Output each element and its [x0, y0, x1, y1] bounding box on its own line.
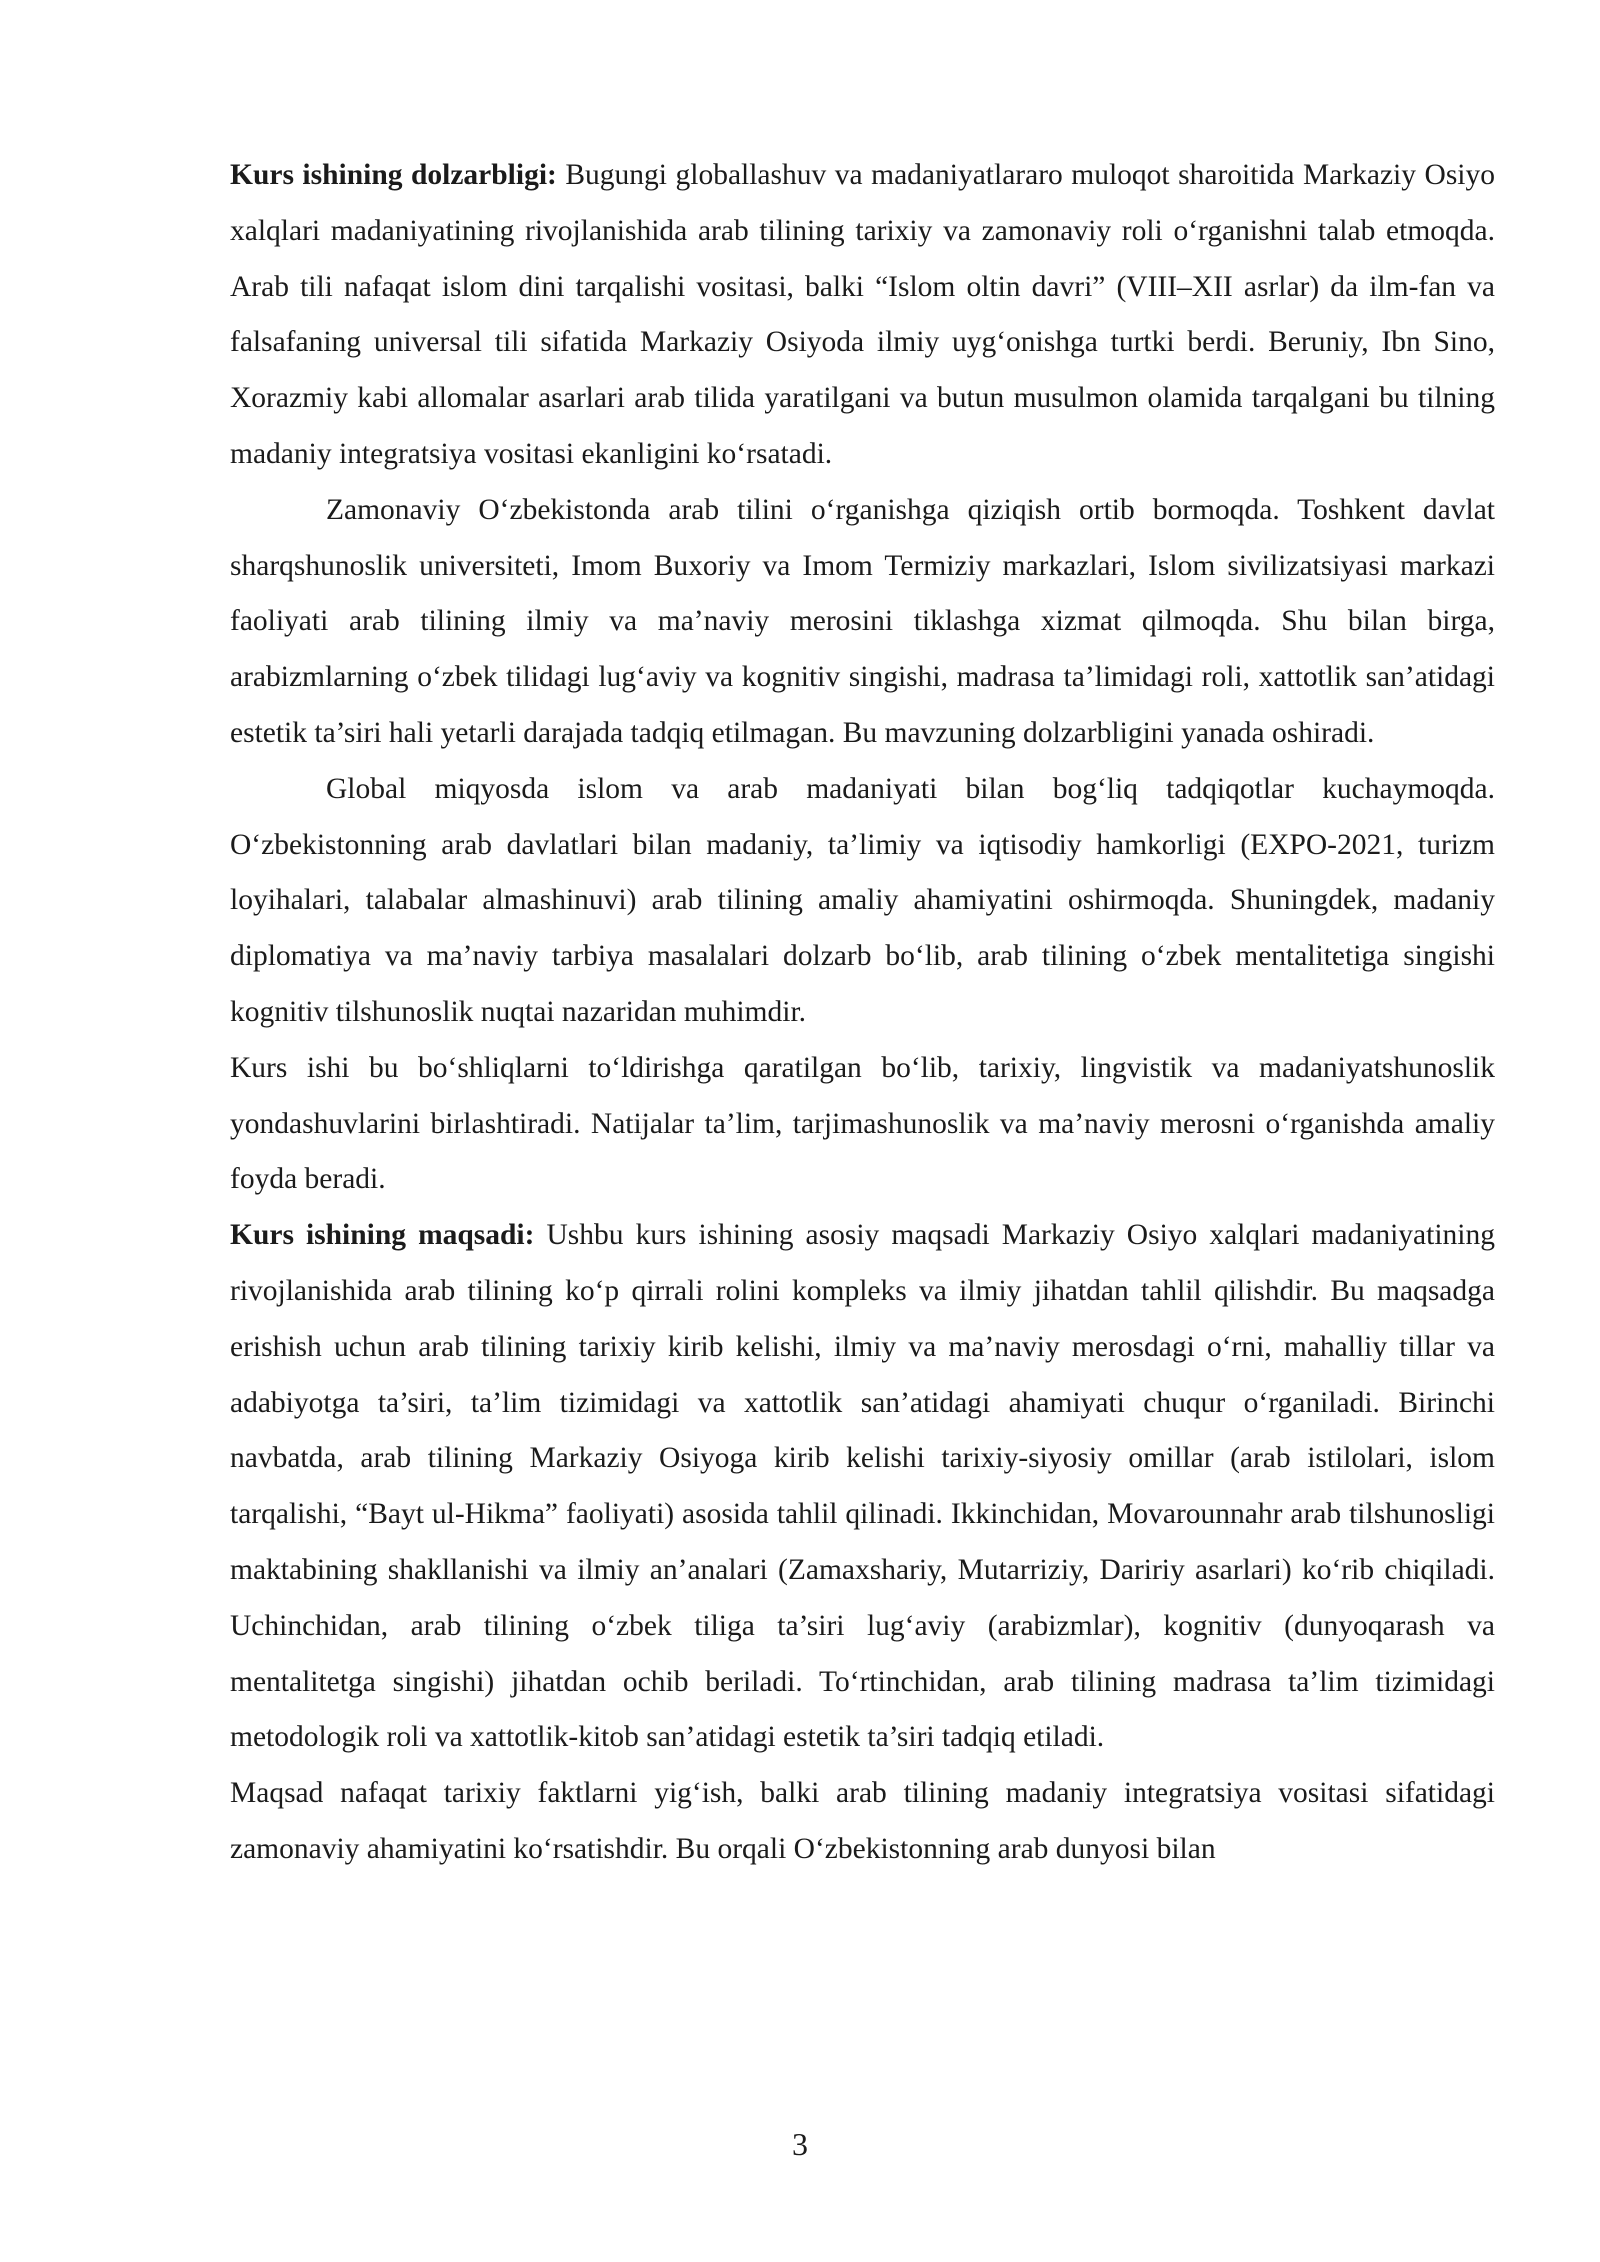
modern-uzbekistan-paragraph: Zamonaviy Oʻzbekistonda arab tilini oʻrganishga qiziqish ortib bormoqda. Toshkent davlat sharqshunoslik universiteti, Imom Buxoriy va Imom Termiziy markazlari, Islom sivilizatsiyasi markazi faoliyati arab tilining ilmiy va ma’naviy merosini tiklashga xizmat qilmoqda. Shu bilan birga, arabizmlarning oʻzbek tilidagi lugʻaviy va kognitiv singishi, madrasa ta’limidagi roli, xattotlik san’atidagi estetik ta’siri hali yetarli darajada tadqiq etilmagan. Bu mavzuning dolzarbligini yanada oshiradi. [230, 493, 1495, 749]
course-work-gaps-paragraph: Kurs ishi bu boʻshliqlarni toʻldirishga qaratilgan boʻlib, tarixiy, lingvistik va madaniyatshunoslik yondashuvlarini birlashtiradi. Natijalar ta’lim, tarjimashunoslik va ma’naviy merosni oʻrganishda amaliy foyda beradi. [230, 1051, 1495, 1196]
goal-continuation-paragraph: Maqsad nafaqat tarixiy faktlarni yigʻish, balki arab tilining madaniy integratsiya vositasi sifatidagi zamonaviy ahamiyatini koʻrsatishdir. Bu orqali Oʻzbekistonning arab dunyosi bilan [230, 1777, 1495, 1865]
relevance-paragraph [230, 148, 1495, 483]
relevance-heading: Kurs ishining dolzarbligi: [230, 159, 557, 191]
page-number: 3 [792, 2126, 808, 2162]
relevance-text: Bugungi globallashuv va madaniyatlararo muloqot sharoitida Markaziy Osiyo xalqlari madaniyatining rivojlanishida arab tilining tarixiy va zamonaviy roli oʻrganishni talab etmoqda. Arab tili nafaqat islom dini tarqalishi vositasi, balki “Islom oltin davri” (VIII–XII asrlar) da ilm-fan va falsafaning universal tili sifatida Markaziy Osiyoda ilmiy uygʻonishga turtki berdi. Beruniy, Ibn Sino, Xorazmiy kabi allomalar asarlari arab tilida yaratilgani va butun musulmon olamida tarqalgani bu tilning madaniy integratsiya vositasi ekanligini koʻrsatadi. [230, 159, 1495, 470]
page-body [230, 148, 1495, 1878]
goal-text: Ushbu kurs ishining asosiy maqsadi Markaziy Osiyo xalqlari madaniyatining rivojlanishida arab tilining koʻp qirrali rolini kompleks va ilmiy jihatdan tahlil qilishdir. Bu maqsadga erishish uchun arab tilining tarixiy kirib kelishi, ilmiy va ma’naviy merosdagi oʻrni, mahalliy tillar va adabiyotga ta’siri, ta’lim tizimidagi va xattotlik san’atidagi ahamiyati chuqur oʻrganiladi. Birinchi navbatda, arab tilining Markaziy Osiyoga kirib kelishi tarixiy-siyosiy omillar (arab istilolari, islom tarqalishi, “Bayt ul-Hikma” faoliyati) asosida tahlil qilinadi. Ikkinchidan, Movarounnahr arab tilshunosligi maktabining shakllanishi va ilmiy an’analari (Zamaxshariy, Mutarriziy, Daririy asarlari) koʻrib chiqiladi. Uchinchidan, arab tilining oʻzbek tiliga ta’siri lugʻaviy (arabizmlar), kognitiv (dunyoqarash va mentalitetga singishi) jihatdan ochib beriladi. Toʻrtinchidan, arab tilining madrasa ta’lim tizimidagi metodologik roli va xattotlik-kitob san’atidagi estetik ta’siri tadqiq etiladi. [230, 1219, 1495, 1754]
goal-paragraph [230, 1208, 1495, 1766]
goal-heading: Kurs ishining maqsadi: [230, 1219, 535, 1252]
global-research-paragraph: Global miqyosda islom va arab madaniyati bilan bogʻliq tadqiqotlar kuchaymoqda. Oʻzbekistonning arab davlatlari bilan madaniy, ta’limiy va iqtisodiy hamkorligi (EXPO-2021, turizm loyihalari, talabalar almashinuvi) arab tilining amaliy ahamiyatini oshirmoqda. Shuningdek, madaniy diplomatiya va ma’naviy tarbiya masalalari dolzarb boʻlib, arab tilining oʻzbek mentalitetiga singishi kognitiv tilshunoslik nuqtai nazaridan muhimdir. [230, 772, 1495, 1028]
